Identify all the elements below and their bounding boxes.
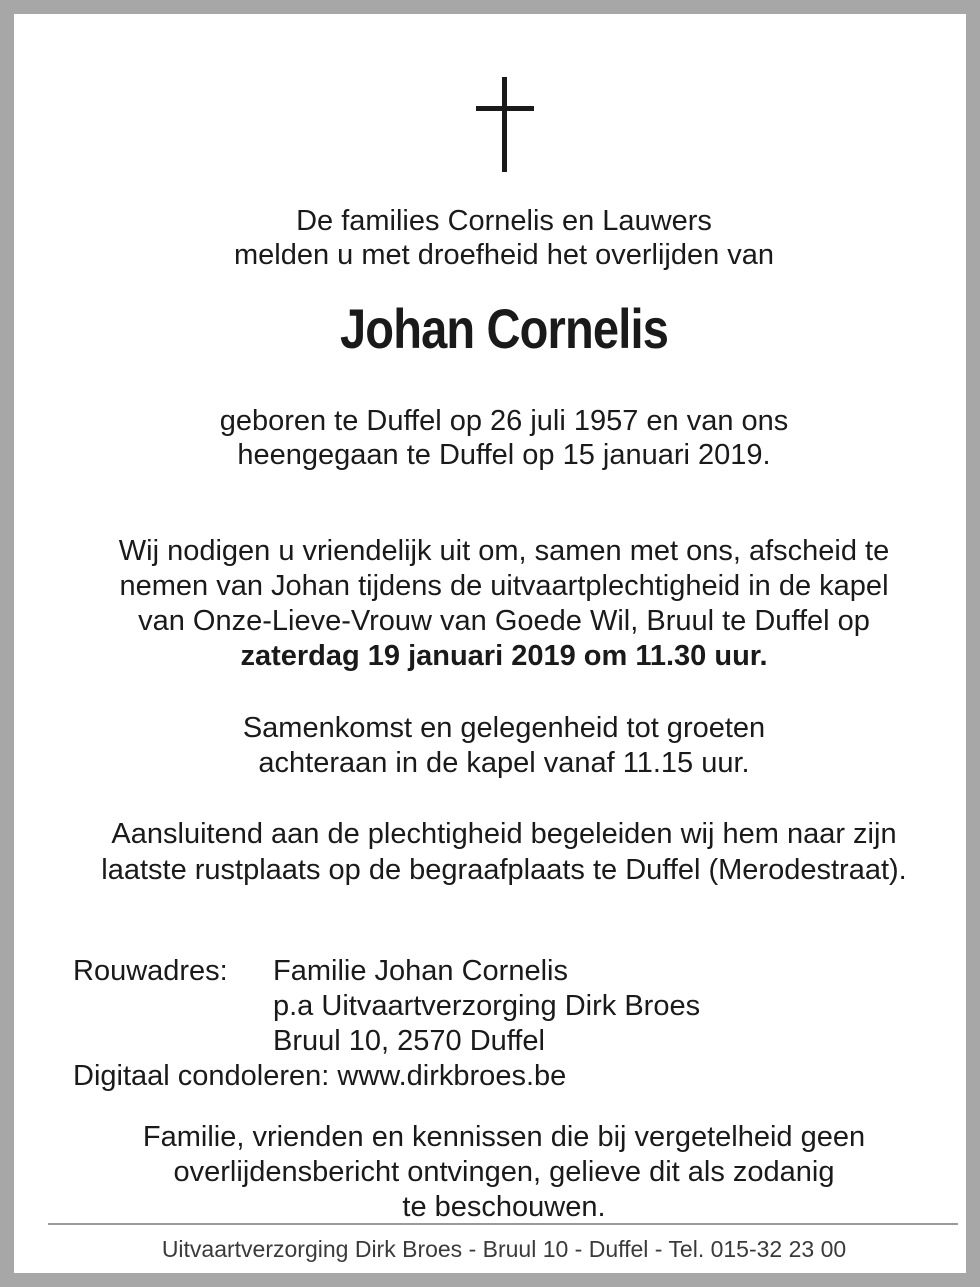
- ceremony-line-3: van Onze-Lieve-Vrouw van Goede Wil, Bruul te Duffel op: [138, 605, 870, 637]
- gathering-line-2: achteraan in de kapel vanaf 11.15 uur.: [258, 747, 750, 779]
- ceremony-line-2: nemen van Johan tijdens de uitvaartplechtigheid in de kapel: [119, 570, 889, 602]
- online-condolence: Digitaal condoleren: www.dirkbroes.be: [73, 1060, 567, 1092]
- intro-line-2: melden u met droefheid het overlijden van: [233, 239, 775, 271]
- ceremony-datetime: zaterdag 19 januari 2019 om 11.30 uur.: [240, 640, 768, 672]
- burial-line-1: Aansluitend aan de plechtigheid begeleiden wij hem naar zijn: [111, 818, 897, 850]
- closing-line-2: overlijdensbericht ontvingen, gelieve dit als zodanig: [173, 1156, 835, 1188]
- address-line-3: Bruul 10, 2570 Duffel: [273, 1025, 545, 1057]
- ceremony-line-1: Wij nodigen u vriendelijk uit om, samen met ons, afscheid te: [118, 535, 890, 567]
- address-line-1: Familie Johan Cornelis: [273, 955, 568, 987]
- intro-line-1: De families Cornelis en Lauwers: [296, 205, 712, 237]
- address-label: Rouwadres:: [73, 955, 228, 987]
- closing-line-3: te beschouwen.: [402, 1191, 606, 1223]
- dates-line-2: heengegaan te Duffel op 15 januari 2019.: [237, 439, 771, 471]
- gathering-line-1: Samenkomst en gelegenheid tot groeten: [242, 712, 766, 744]
- closing-line-1: Familie, vrienden en kennissen die bij vergetelheid geen: [142, 1121, 866, 1153]
- address-line-2: p.a Uitvaartverzorging Dirk Broes: [273, 990, 701, 1022]
- dates-line-1: geboren te Duffel op 26 juli 1957 en van ons: [219, 405, 789, 437]
- burial-line-2: laatste rustplaats op de begraafplaats te Duffel (Merodestraat).: [101, 854, 907, 886]
- funeral-home-footer: Uitvaartverzorging Dirk Broes - Bruul 10 - Duffel - Tel. 015-32 23 00: [161, 1236, 847, 1262]
- deceased-name: Johan Cornelis: [339, 297, 669, 360]
- latin-cross-icon: [476, 77, 534, 172]
- footer-divider: [48, 1223, 958, 1225]
